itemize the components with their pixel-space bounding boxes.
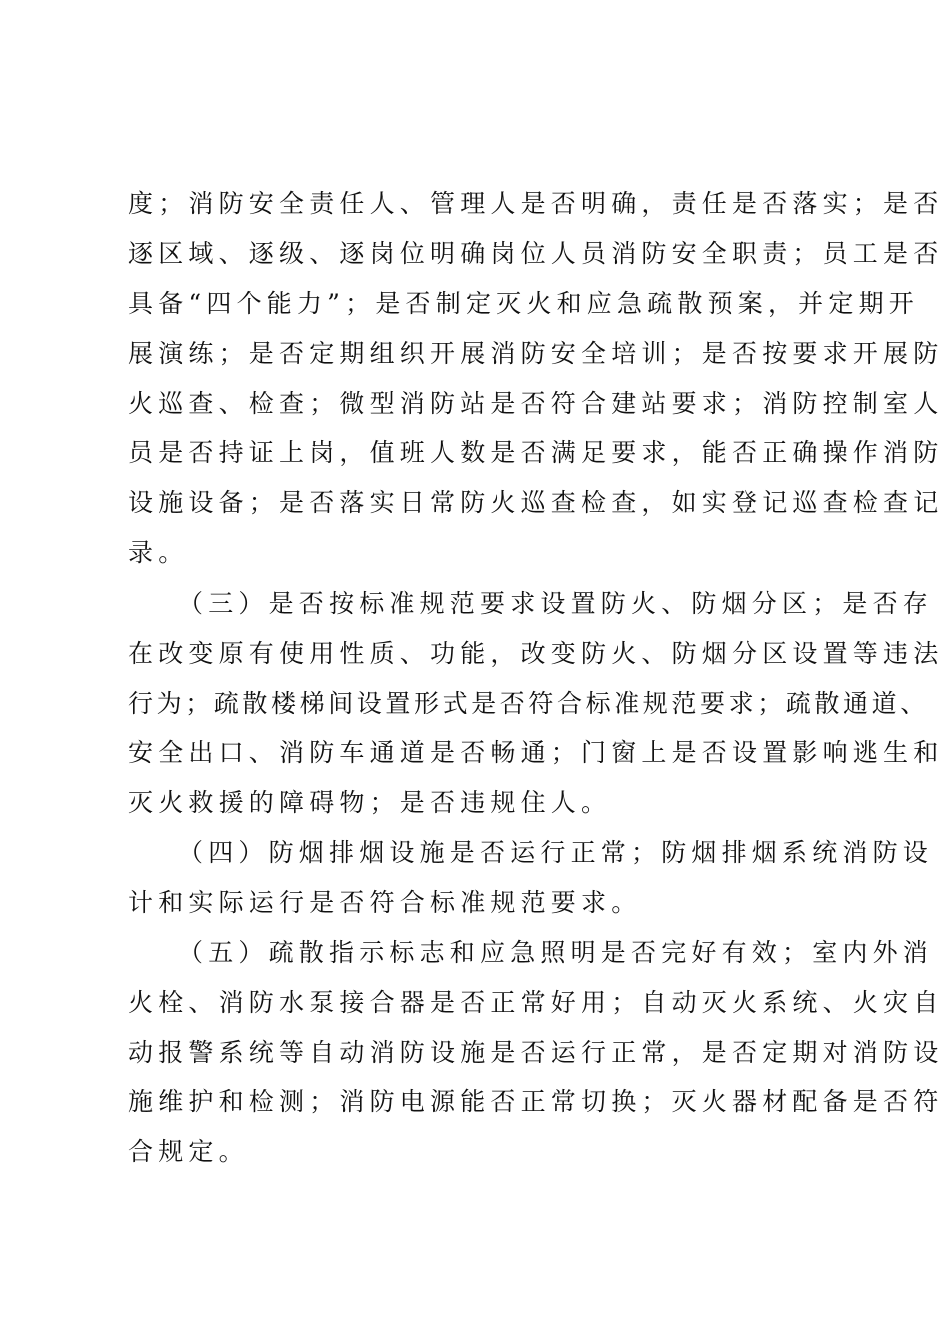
paragraph-1-line-8: 录。 <box>128 538 189 567</box>
paragraph-2-line-1: （三）是否按标准规范要求设置防火、防烟分区；是否存 <box>178 589 934 618</box>
paragraph-1-line-3: 具备“四个能力”；是否制定灭火和应急疏散预案，并定期开 <box>128 289 919 318</box>
paragraph-3-line-2: 计和实际运行是否符合标准规范要求。 <box>128 888 642 917</box>
paragraph-2-line-3: 行为；疏散楼梯间设置形式是否符合标准规范要求；疏散通道、 <box>128 689 929 718</box>
paragraph-2-line-5: 灭火救援的障碍物；是否违规住人。 <box>128 788 612 817</box>
paragraph-2-line-2: 在改变原有使用性质、功能，改变防火、防烟分区设置等违法 <box>128 639 944 668</box>
paragraph-1-line-6: 员是否持证上岗，值班人数是否满足要求，能否正确操作消防 <box>128 438 944 467</box>
paragraph-1-line-2: 逐区域、逐级、逐岗位明确岗位人员消防安全职责；员工是否 <box>128 239 944 268</box>
paragraph-4-line-5: 合规定。 <box>128 1137 249 1166</box>
paragraph-4-line-3: 动报警系统等自动消防设施是否运行正常，是否定期对消防设 <box>128 1038 944 1067</box>
paragraph-1-line-7: 设施设备；是否落实日常防火巡查检查，如实登记巡查检查记 <box>128 488 944 517</box>
paragraph-1-line-4: 展演练；是否定期组织开展消防安全培训；是否按要求开展防 <box>128 339 944 368</box>
paragraph-2-line-4: 安全出口、消防车通道是否畅通；门窗上是否设置影响逃生和 <box>128 738 944 767</box>
paragraph-1-line-1: 度；消防安全责任人、管理人是否明确，责任是否落实；是否 <box>128 189 944 218</box>
paragraph-4-line-4: 施维护和检测；消防电源能否正常切换；灭火器材配备是否符 <box>128 1087 944 1116</box>
paragraph-3-line-1: （四）防烟排烟设施是否运行正常；防烟排烟系统消防设 <box>178 838 934 867</box>
paragraph-1-line-5: 火巡查、检查；微型消防站是否符合建站要求；消防控制室人 <box>128 389 944 418</box>
paragraph-4-line-2: 火栓、消防水泵接合器是否正常好用；自动灭火系统、火灾自 <box>128 988 944 1017</box>
paragraph-4-line-1: （五）疏散指示标志和应急照明是否完好有效；室内外消 <box>178 938 934 967</box>
